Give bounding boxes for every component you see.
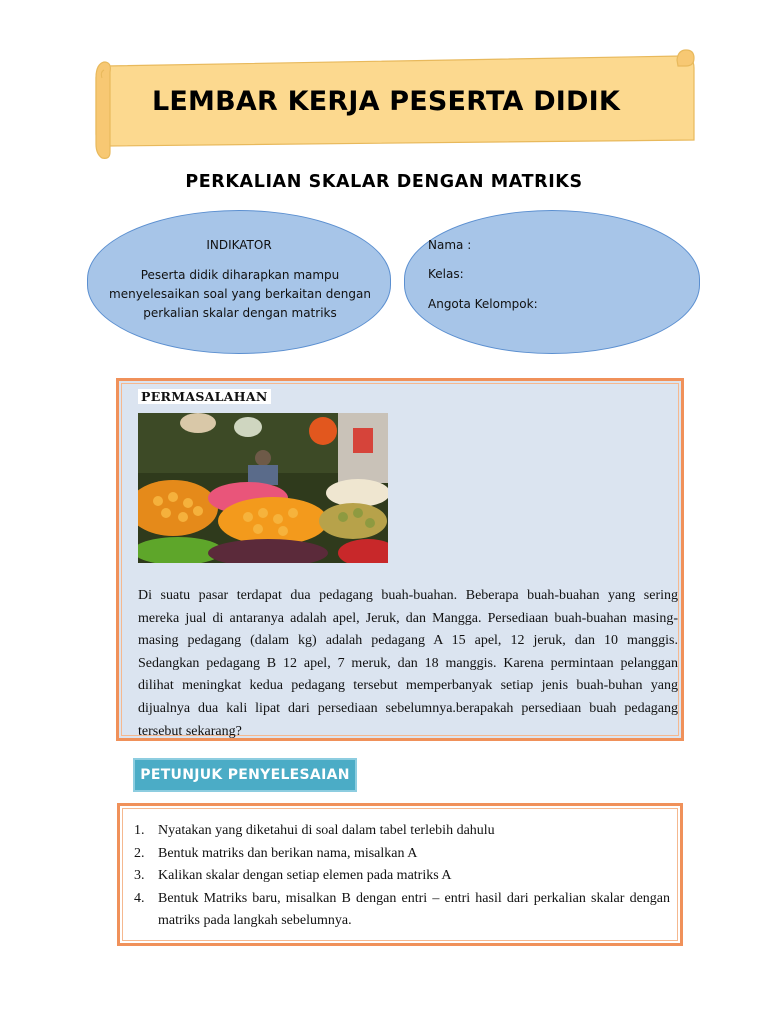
step-text: Nyatakan yang diketahui di soal dalam tabel terlebih dahulu — [158, 823, 495, 838]
problem-heading: PERMASALAHAN — [138, 389, 271, 404]
fruit-market-illustration — [138, 413, 388, 563]
problem-line: tersebut sekarang? — [138, 723, 242, 739]
step-number: 1. — [134, 823, 145, 838]
petunjuk-heading — [133, 758, 357, 792]
problem-line: mereka jual di antaranya adalah apel, Jeruk, dan Mangga. Persediaan buah-buahan masing- — [138, 610, 678, 626]
indikator-oval — [87, 210, 391, 354]
subtitle-text: PERKALIAN SKALAR DENGAN MATRIKS — [185, 172, 583, 192]
steps-list — [134, 820, 670, 933]
problem-line: dilihat meningkat kedua pedagang tersebut memperbanyak setiap jenis buah-buhan yang — [138, 678, 678, 694]
step-item — [134, 843, 670, 866]
kelas-field-label: Kelas: — [428, 267, 464, 281]
problem-text — [138, 585, 678, 743]
step-number: 3. — [134, 868, 145, 883]
identity-oval — [404, 210, 700, 354]
worksheet-subtitle — [0, 172, 768, 192]
step-number: 4. — [134, 890, 145, 906]
step-number: 2. — [134, 845, 145, 861]
angota-kelompok-field-label: Angota Kelompok: — [428, 297, 538, 311]
step-text: Bentuk Matriks baru, misalkan B dengan entri – entri hasil dari perkalian skalar dengan matriks pada langkah sebelumnya. — [158, 890, 670, 928]
problem-line: Di suatu pasar terdapat dua pedagang buah-buahan. Beberapa buah-buahan yang sering — [138, 588, 678, 603]
fruit-market-photo — [138, 413, 388, 563]
petunjuk-label: PETUNJUK PENYELESAIAN — [140, 767, 350, 783]
step-text: Kalikan skalar dengan setiap elemen pada matriks A — [158, 868, 452, 883]
nama-field-label: Nama : — [428, 238, 472, 252]
step-item — [134, 888, 670, 933]
step-item — [134, 820, 670, 843]
title-banner — [92, 48, 696, 160]
page-title: LEMBAR KERJA PESERTA DIDIK — [152, 86, 621, 117]
indikator-title: INDIKATOR — [206, 238, 272, 252]
indikator-text: Peserta didik diharapkan mampu menyelesaikan soal yang berkaitan dengan perkalian skalar dengan matriks — [109, 268, 371, 320]
steps-box — [117, 803, 683, 946]
step-text: Bentuk matriks dan berikan nama, misalkan A — [158, 845, 418, 861]
problem-box — [116, 378, 684, 741]
problem-line: masing pedagang (dalam kg) adalah pedagang A 15 apel, 12 jeruk, dan 10 manggis. — [138, 633, 678, 649]
problem-line: Sedangkan pedagang B 12 apel, 7 meruk, dan 18 manggis. Karena permintaan pelanggan — [138, 655, 678, 671]
problem-line: dijualnya dua kali lipat dari persediaan sebelumnya.berapakah persediaan buah pedagang — [138, 700, 678, 716]
step-item — [134, 865, 670, 888]
